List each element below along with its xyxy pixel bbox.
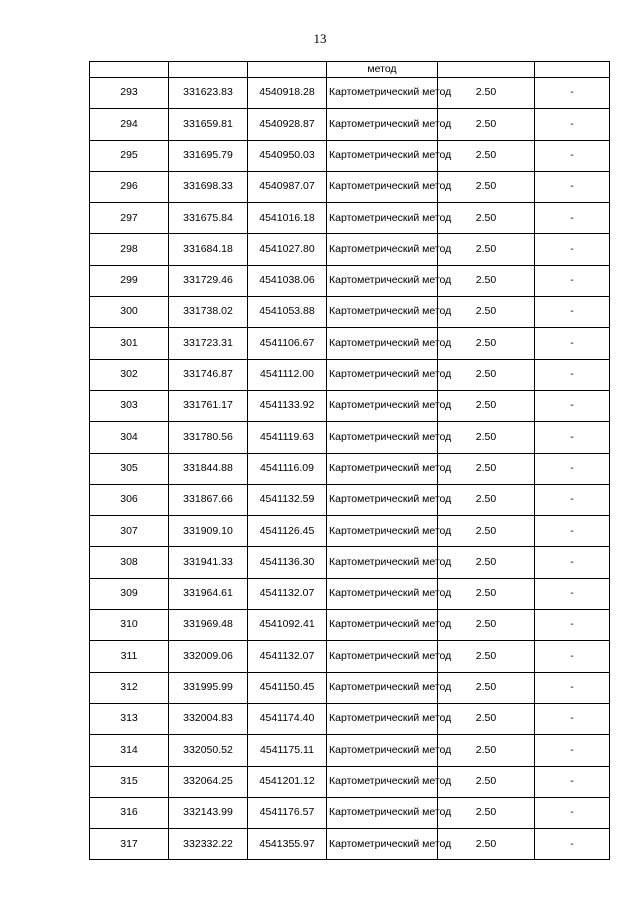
cell-x-coordinate: 332009.06 (169, 641, 248, 672)
table-row (90, 484, 610, 515)
cell-accuracy: 2.50 (438, 484, 535, 515)
cell-x-coordinate: 331844.88 (169, 453, 248, 484)
cell-y-coordinate: 4541106.67 (248, 328, 327, 359)
cell-y-coordinate: 4541038.06 (248, 265, 327, 296)
table-row (90, 797, 610, 828)
cell-point-number: 317 (90, 829, 169, 860)
cell-y-coordinate: 4541119.63 (248, 422, 327, 453)
table-row (90, 203, 610, 234)
cell-x-coordinate: 331623.83 (169, 78, 248, 109)
cell-method: Картометрический метод (327, 516, 438, 547)
cell-note: - (535, 547, 610, 578)
cell-x-coordinate: 331780.56 (169, 422, 248, 453)
cell-y-coordinate: 4541132.59 (248, 484, 327, 515)
cell-y-coordinate: 4541112.00 (248, 359, 327, 390)
cell-method: Картометрический метод (327, 265, 438, 296)
cell-x-coordinate: 331969.48 (169, 610, 248, 641)
cell-accuracy: 2.50 (438, 359, 535, 390)
cell-note: - (535, 453, 610, 484)
cell-y-coordinate: 4540987.07 (248, 171, 327, 202)
cell-point-number: 297 (90, 203, 169, 234)
table-row (90, 547, 610, 578)
cell-method: Картометрический метод (327, 547, 438, 578)
cell-point-number: 304 (90, 422, 169, 453)
cell-point-number: 310 (90, 610, 169, 641)
table-row (90, 641, 610, 672)
cell-method: Картометрический метод (327, 171, 438, 202)
cell-accuracy: 2.50 (438, 516, 535, 547)
cell-point-number (90, 62, 169, 78)
cell-note: - (535, 109, 610, 140)
cell-accuracy: 2.50 (438, 578, 535, 609)
cell-point-number: 295 (90, 140, 169, 171)
cell-point-number: 296 (90, 171, 169, 202)
cell-point-number: 308 (90, 547, 169, 578)
cell-accuracy: 2.50 (438, 140, 535, 171)
cell-point-number: 302 (90, 359, 169, 390)
cell-method: Картометрический метод (327, 829, 438, 860)
cell-note (535, 62, 610, 78)
table-row (90, 516, 610, 547)
cell-x-coordinate: 331941.33 (169, 547, 248, 578)
cell-point-number: 315 (90, 766, 169, 797)
cell-accuracy: 2.50 (438, 610, 535, 641)
cell-note: - (535, 484, 610, 515)
cell-x-coordinate: 331695.79 (169, 140, 248, 171)
table-row (90, 234, 610, 265)
cell-method: Картометрический метод (327, 390, 438, 421)
cell-y-coordinate: 4541133.92 (248, 390, 327, 421)
table-row (90, 328, 610, 359)
cell-method: Картометрический метод (327, 672, 438, 703)
cell-note: - (535, 234, 610, 265)
cell-note: - (535, 578, 610, 609)
table-row (90, 703, 610, 734)
cell-point-number: 316 (90, 797, 169, 828)
cell-method: Картометрический метод (327, 328, 438, 359)
cell-accuracy: 2.50 (438, 453, 535, 484)
cell-x-coordinate: 332064.25 (169, 766, 248, 797)
cell-note: - (535, 297, 610, 328)
cell-method: Картометрический метод (327, 109, 438, 140)
cell-method: метод (327, 62, 438, 78)
cell-accuracy: 2.50 (438, 422, 535, 453)
cell-y-coordinate: 4541132.07 (248, 641, 327, 672)
cell-accuracy: 2.50 (438, 265, 535, 296)
cell-x-coordinate: 331909.10 (169, 516, 248, 547)
cell-y-coordinate: 4540928.87 (248, 109, 327, 140)
cell-method: Картометрический метод (327, 78, 438, 109)
cell-point-number: 312 (90, 672, 169, 703)
cell-point-number: 305 (90, 453, 169, 484)
cell-point-number: 301 (90, 328, 169, 359)
cell-note: - (535, 78, 610, 109)
cell-y-coordinate: 4541175.11 (248, 735, 327, 766)
cell-y-coordinate: 4541150.45 (248, 672, 327, 703)
cell-method: Картометрический метод (327, 703, 438, 734)
cell-method: Картометрический метод (327, 203, 438, 234)
cell-accuracy: 2.50 (438, 328, 535, 359)
cell-method: Картометрический метод (327, 422, 438, 453)
cell-x-coordinate: 331746.87 (169, 359, 248, 390)
cell-x-coordinate: 331684.18 (169, 234, 248, 265)
table-row (90, 578, 610, 609)
cell-x-coordinate: 331675.84 (169, 203, 248, 234)
cell-x-coordinate: 331723.31 (169, 328, 248, 359)
table-row (90, 453, 610, 484)
cell-x-coordinate: 331729.46 (169, 265, 248, 296)
cell-y-coordinate: 4541126.45 (248, 516, 327, 547)
cell-accuracy: 2.50 (438, 234, 535, 265)
cell-x-coordinate: 331761.17 (169, 390, 248, 421)
cell-note: - (535, 735, 610, 766)
cell-note: - (535, 265, 610, 296)
cell-x-coordinate: 331867.66 (169, 484, 248, 515)
cell-method: Картометрический метод (327, 610, 438, 641)
cell-method: Картометрический метод (327, 641, 438, 672)
cell-note: - (535, 610, 610, 641)
cell-point-number: 311 (90, 641, 169, 672)
cell-accuracy: 2.50 (438, 171, 535, 202)
cell-y-coordinate: 4541201.12 (248, 766, 327, 797)
cell-x-coordinate: 332050.52 (169, 735, 248, 766)
cell-point-number: 303 (90, 390, 169, 421)
cell-method: Картометрический метод (327, 766, 438, 797)
cell-note: - (535, 829, 610, 860)
cell-accuracy: 2.50 (438, 203, 535, 234)
cell-note: - (535, 516, 610, 547)
cell-y-coordinate: 4541053.88 (248, 297, 327, 328)
cell-note: - (535, 641, 610, 672)
cell-method: Картометрический метод (327, 453, 438, 484)
cell-note: - (535, 140, 610, 171)
table-row (90, 78, 610, 109)
cell-y-coordinate: 4541027.80 (248, 234, 327, 265)
cell-y-coordinate (248, 62, 327, 78)
table-row (90, 109, 610, 140)
table-row (90, 766, 610, 797)
table-row (90, 422, 610, 453)
cell-note: - (535, 203, 610, 234)
cell-point-number: 314 (90, 735, 169, 766)
table-row (90, 265, 610, 296)
table-row (90, 140, 610, 171)
cell-method: Картометрический метод (327, 484, 438, 515)
cell-method: Картометрический метод (327, 735, 438, 766)
cell-x-coordinate: 331964.61 (169, 578, 248, 609)
cell-accuracy: 2.50 (438, 390, 535, 421)
cell-y-coordinate: 4540950.03 (248, 140, 327, 171)
cell-point-number: 300 (90, 297, 169, 328)
table-row (90, 735, 610, 766)
cell-point-number: 299 (90, 265, 169, 296)
cell-x-coordinate: 331659.81 (169, 109, 248, 140)
cell-note: - (535, 672, 610, 703)
cell-x-coordinate: 332004.83 (169, 703, 248, 734)
cell-accuracy: 2.50 (438, 735, 535, 766)
table-row (90, 390, 610, 421)
cell-accuracy: 2.50 (438, 797, 535, 828)
cell-point-number: 313 (90, 703, 169, 734)
cell-accuracy (438, 62, 535, 78)
cell-x-coordinate: 332332.22 (169, 829, 248, 860)
cell-accuracy: 2.50 (438, 297, 535, 328)
table-row (90, 171, 610, 202)
coordinates-table (89, 61, 610, 860)
cell-note: - (535, 359, 610, 390)
cell-method: Картометрический метод (327, 578, 438, 609)
cell-x-coordinate: 331995.99 (169, 672, 248, 703)
cell-note: - (535, 797, 610, 828)
cell-accuracy: 2.50 (438, 672, 535, 703)
cell-y-coordinate: 4540918.28 (248, 78, 327, 109)
cell-note: - (535, 766, 610, 797)
cell-x-coordinate: 331698.33 (169, 171, 248, 202)
cell-point-number: 294 (90, 109, 169, 140)
cell-accuracy: 2.50 (438, 829, 535, 860)
cell-y-coordinate: 4541174.40 (248, 703, 327, 734)
cell-note: - (535, 703, 610, 734)
cell-method: Картометрический метод (327, 297, 438, 328)
table-row-continued (90, 62, 610, 78)
page-number: 13 (313, 31, 327, 46)
cell-point-number: 309 (90, 578, 169, 609)
cell-y-coordinate: 4541355.97 (248, 829, 327, 860)
cell-method: Картометрический метод (327, 359, 438, 390)
cell-point-number: 306 (90, 484, 169, 515)
cell-note: - (535, 328, 610, 359)
cell-y-coordinate: 4541136.30 (248, 547, 327, 578)
cell-accuracy: 2.50 (438, 109, 535, 140)
cell-y-coordinate: 4541016.18 (248, 203, 327, 234)
cell-method: Картометрический метод (327, 797, 438, 828)
cell-note: - (535, 390, 610, 421)
cell-point-number: 293 (90, 78, 169, 109)
cell-accuracy: 2.50 (438, 78, 535, 109)
cell-x-coordinate: 331738.02 (169, 297, 248, 328)
cell-accuracy: 2.50 (438, 766, 535, 797)
cell-x-coordinate (169, 62, 248, 78)
cell-accuracy: 2.50 (438, 547, 535, 578)
table-row (90, 829, 610, 860)
cell-accuracy: 2.50 (438, 641, 535, 672)
cell-point-number: 307 (90, 516, 169, 547)
cell-y-coordinate: 4541116.09 (248, 453, 327, 484)
cell-accuracy: 2.50 (438, 703, 535, 734)
cell-note: - (535, 422, 610, 453)
table-row (90, 359, 610, 390)
table-row (90, 610, 610, 641)
cell-note: - (535, 171, 610, 202)
cell-y-coordinate: 4541132.07 (248, 578, 327, 609)
table-body (90, 62, 610, 860)
cell-y-coordinate: 4541176.57 (248, 797, 327, 828)
cell-method: Картометрический метод (327, 140, 438, 171)
cell-point-number: 298 (90, 234, 169, 265)
table-row (90, 297, 610, 328)
cell-y-coordinate: 4541092.41 (248, 610, 327, 641)
table-row (90, 672, 610, 703)
cell-method: Картометрический метод (327, 234, 438, 265)
cell-x-coordinate: 332143.99 (169, 797, 248, 828)
